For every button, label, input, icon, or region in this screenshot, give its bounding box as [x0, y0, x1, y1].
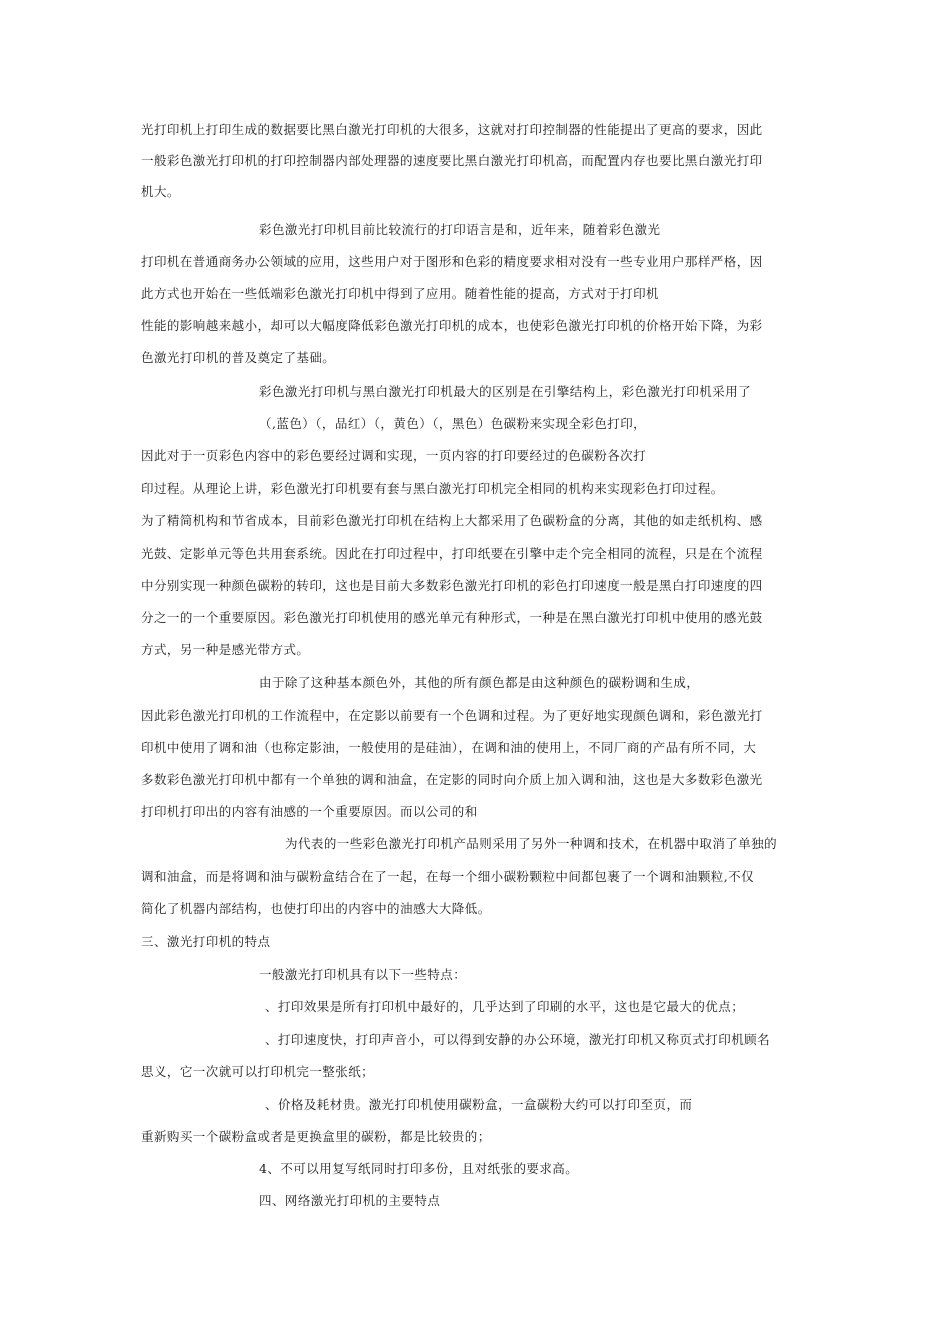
paragraph-line: 光鼓、定影单元等色共用套系统。因此在打印过程中，打印纸要在引擎中走个完全相同的流程，只是在个流程	[141, 546, 763, 561]
paragraph-line: 调和油盒，而是将调和油与碳粉盒结合在了一起，在每一个细小碳粉颗粒中间都包裹了一个调和油颗粒,不仅	[141, 869, 755, 884]
paragraph-line: 彩色激光打印机目前比较流行的打印语言是和，近年来，随着彩色激光	[259, 222, 661, 237]
list-item-continuation: 重新购买一个碳粉盒或者是更换盒里的碳粉，都是比较贵的；	[141, 1129, 491, 1144]
paragraph-line: 此方式也开始在一些低端彩色激光打印机中得到了应用。随着性能的提高，方式对于打印机	[141, 286, 660, 301]
paragraph-line: 光打印机上打印生成的数据要比黑白激光打印机的大很多，这就对打印控制器的性能提出了更高的要求，因此	[141, 122, 763, 137]
section-heading: 三、激光打印机的特点	[141, 934, 271, 949]
paragraph-line: 简化了机器内部结构，也使打印出的内容中的油感大大降低。	[141, 901, 491, 916]
paragraph-line: 色激光打印机的普及奠定了基础。	[141, 350, 336, 365]
paragraph-line: 彩色激光打印机与黑白激光打印机最大的区别是在引擎结构上，彩色激光打印机采用了	[259, 384, 752, 399]
paragraph-line: 性能的影响越来越小，却可以大幅度降低彩色激光打印机的成本，也使彩色激光打印机的价格开始下降，为彩	[141, 318, 763, 333]
list-item-continuation: 思义，它一次就可以打印机完一整张纸；	[141, 1064, 375, 1079]
list-item: 、价格及耗材贵。激光打印机使用碳粉盒，一盒碳粉大约可以打印至页，而	[265, 1097, 693, 1112]
paragraph-line: 印机中使用了调和油（也称定影油，一般使用的是硅油），在调和油的使用上，不同厂商的产品有所不同，大	[141, 740, 757, 755]
paragraph-line: 因此彩色激光打印机的工作流程中，在定影以前要有一个色调和过程。为了更好地实现颜色调和，彩色激光打	[141, 708, 763, 723]
paragraph-line: 为了精简机构和节省成本，目前彩色激光打印机在结构上大都采用了色碳粉盒的分离，其他的如走纸机构、感	[141, 513, 763, 528]
list-item: 、打印速度快，打印声音小，可以得到安静的办公环境，激光打印机又称页式打印机顾名	[265, 1032, 771, 1047]
paragraph-line: 机大。	[141, 184, 180, 199]
paragraph-line: 打印机在普通商务办公领域的应用，这些用户对于图形和色彩的精度要求相对没有一些专业用户那样严格，因	[141, 254, 763, 269]
paragraph-line: 印过程。从理论上讲，彩色激光打印机要有套与黑白激光打印机完全相同的机构来实现彩色打印过程。	[141, 481, 724, 496]
paragraph-line: 中分别实现一种颜色碳粉的转印，这也是目前大多数彩色激光打印机的彩色打印速度一般是黑白打印速度的四	[141, 578, 763, 593]
paragraph-line: 一般彩色激光打印机的打印控制器内部处理器的速度要比黑白激光打印机高，而配置内存也要比黑白激光打印	[141, 153, 763, 168]
paragraph-line: 方式，另一种是感光带方式。	[141, 642, 310, 657]
paragraph-line: 因此对于一页彩色内容中的彩色要经过调和实现，一页内容的打印要经过的色碳粉各次打	[141, 448, 647, 463]
paragraph-line: 多数彩色激光打印机中都有一个单独的调和油盒，在定影的同时向介质上加入调和油，这也是大多数彩色激光	[141, 772, 763, 787]
list-item: 、打印效果是所有打印机中最好的，几乎达到了印刷的水平，这也是它最大的优点；	[265, 999, 745, 1014]
paragraph-line: 一般激光打印机具有以下一些特点：	[259, 967, 467, 982]
paragraph-line: 由于除了这种基本颜色外，其他的所有颜色都是由这种颜色的碳粉调和生成，	[259, 675, 700, 690]
paragraph-line: 分之一的一个重要原因。彩色激光打印机使用的感光单元有种形式，一种是在黑白激光打印机中使用的感光鼓	[141, 610, 763, 625]
section-heading: 四、网络激光打印机的主要特点	[259, 1193, 441, 1208]
paragraph-line: （,蓝色）（，品红）（，黄色）（，黑色）色碳粉来实现全彩色打印，	[259, 416, 647, 431]
list-item: 4、不可以用复写纸同时打印多份，且对纸张的要求高。	[259, 1161, 579, 1176]
paragraph-line: 打印机打印出的内容有油感的一个重要原因。而以公司的和	[141, 804, 478, 819]
paragraph-line: 为代表的一些彩色激光打印机产品则采用了另外一种调和技术，在机器中取消了单独的	[285, 836, 778, 851]
